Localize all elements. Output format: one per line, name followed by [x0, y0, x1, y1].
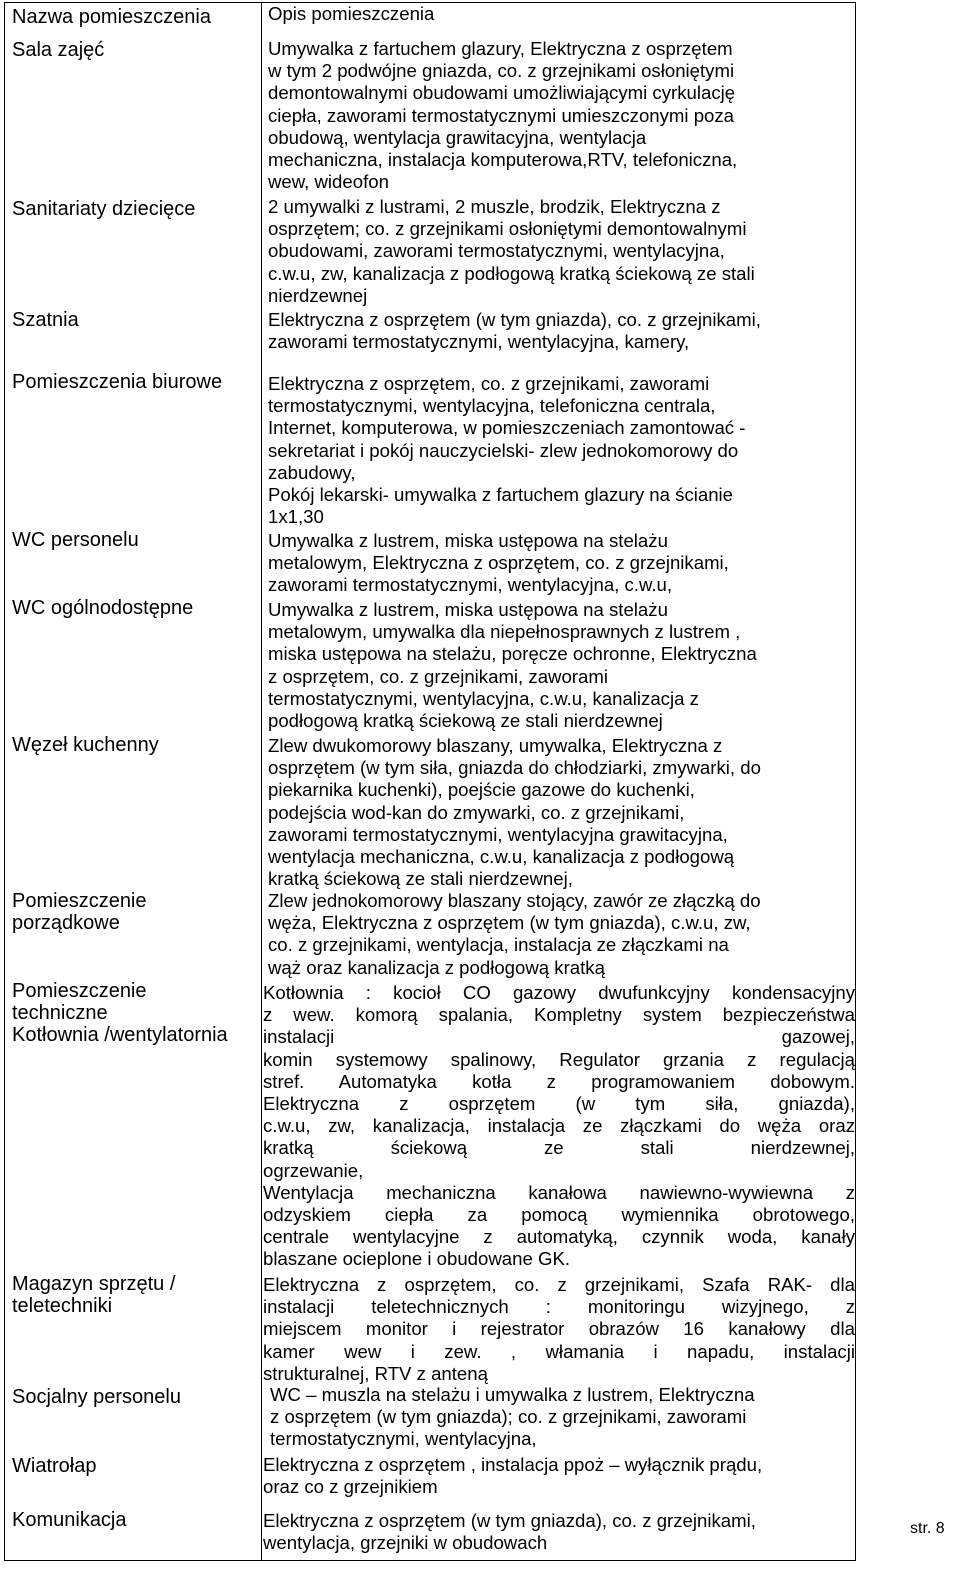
description-line: termostatycznymi, wentylacyjna, c.w.u, kanalizacja z	[268, 687, 699, 709]
description-line: Elektryczna z osprzętem, co. z grzejnikami, zaworami	[268, 373, 710, 394]
description-line: kratką ściekową ze stali nierdzewnej,	[263, 1137, 855, 1159]
description-line: c.w.u, zw, kanalizacja, instalacja ze złączkami do węża oraz	[263, 1115, 855, 1137]
description-line: w tym 2 podwójne gniazda, co. z grzejnikami osłoniętymi	[268, 60, 735, 82]
room-description-cell	[263, 1274, 855, 1385]
description-line: co. z grzejnikami, wentylacja, instalacja ze złączkami na	[268, 934, 729, 956]
room-name-line: Pomieszczenie	[12, 980, 147, 1002]
room-name-cell	[12, 1509, 257, 1531]
description-line: Umywalka z fartuchem glazury, Elektryczna z osprzętem	[268, 38, 733, 59]
page-number: str. 8	[910, 1520, 945, 1537]
room-description-cell	[268, 309, 854, 353]
description-line: c.w.u, zw, kanalizacja z podłogową kratką ściekową ze stali	[268, 262, 755, 284]
description-line: Opis pomieszczenia	[268, 3, 435, 24]
room-name-line: Węzeł kuchenny	[12, 734, 159, 756]
description-line: Zlew dwukomorowy blaszany, umywalka, Elektryczna z	[268, 735, 723, 756]
room-name-line: Kotłownia /wentylatornia	[12, 1024, 228, 1046]
room-name-line: Komunikacja	[12, 1509, 127, 1531]
description-line: mechaniczna, instalacja komputerowa,RTV, telefoniczna,	[268, 149, 738, 171]
description-line: Internet, komputerowa, w pomieszczeniach zamontować -	[268, 417, 746, 439]
description-line: metalowym, Elektryczna z osprzętem, co. z grzejnikami,	[268, 552, 729, 574]
room-description-cell	[268, 890, 854, 979]
description-line: wew, wideofon	[268, 171, 389, 193]
description-line: Umywalka z lustrem, miska ustępowa na stelażu	[268, 530, 668, 551]
description-line: wentylacja mechaniczna, c.w.u, kanalizacja z podłogową	[268, 846, 735, 868]
description-line: 1x1,30	[268, 506, 324, 528]
room-name-cell	[12, 890, 257, 934]
description-line: sekretariat i pokój nauczycielski- zlew jednokomorowy do	[268, 439, 739, 461]
room-name-line: teletechniki	[12, 1295, 113, 1317]
description-line: Elektryczna z osprzętem (w tym siła, gniazda),	[263, 1093, 855, 1115]
room-name-line: Pomieszczenie	[12, 890, 147, 912]
description-line: kratką ściekową ze stali nierdzewnej,	[268, 868, 573, 890]
room-name-line: Szatnia	[12, 309, 79, 331]
description-line: Elektryczna z osprzętem, co. z grzejnikami, Szafa RAK- dla	[263, 1274, 855, 1295]
description-line: metalowym, umywalka dla niepełnosprawnych z lustrem ,	[268, 621, 741, 643]
room-description-cell	[268, 735, 854, 890]
room-description-cell	[268, 196, 854, 307]
description-line: WC – muszla na stelażu i umywalka z lustrem, Elektryczna	[270, 1384, 755, 1405]
room-name-line: Sala zajęć	[12, 39, 105, 61]
description-line: podłogową kratką ściekową ze stali nierdzewnej	[268, 710, 663, 732]
room-name-line: WC ogólnodostępne	[12, 597, 194, 619]
room-name-cell	[12, 980, 257, 1046]
room-description-cell	[268, 530, 854, 597]
description-line: instalacji gazowej,	[263, 1026, 855, 1048]
description-line: węża, Elektryczna z osprzętem (w tym gniazda), c.w.u, zw,	[268, 912, 751, 934]
room-name-line: WC personelu	[12, 529, 139, 551]
description-line: Umywalka z lustrem, miska ustępowa na stelażu	[268, 599, 668, 620]
header-room-name	[12, 6, 257, 28]
room-name-cell	[12, 198, 257, 220]
room-description-cell	[268, 599, 854, 732]
description-line: wąż oraz kanalizacja z podłogową kratką	[268, 956, 605, 978]
room-name-line: porządkowe	[12, 912, 120, 934]
room-name-line: Pomieszczenia biurowe	[12, 371, 223, 393]
description-line: osprzętem; co. z grzejnikami osłoniętymi demontowalnymi	[268, 218, 747, 240]
description-line: 2 umywalki z lustrami, 2 muszle, brodzik, Elektryczna z	[268, 196, 721, 217]
description-line: komin systemowy spalinowy, Regulator grzania z regulacją	[263, 1048, 855, 1070]
description-line: obudową, wentylacja grawitacyjna, wentylacja	[268, 126, 647, 148]
header-room-description	[268, 3, 854, 25]
description-line: blaszane ocieplone i obudowane GK.	[263, 1248, 571, 1270]
description-line: ciepła, zaworami termostatycznymi umieszczonymi poza	[268, 104, 735, 126]
room-name-cell	[12, 39, 257, 61]
description-line: miska ustępowa na stelażu, poręcze ochronne, Elektryczna	[268, 643, 757, 665]
description-line: Kotłownia : kocioł CO gazowy dwufunkcyjny kondensacyjny	[263, 982, 855, 1003]
room-description-cell	[270, 1384, 856, 1451]
description-line: stref. Automatyka kotła z programowaniem dobowym.	[263, 1070, 855, 1092]
description-line: termostatycznymi, wentylacyjna,	[270, 1428, 537, 1450]
room-name-line: techniczne	[12, 1002, 108, 1024]
description-line: odzyskiem ciepła za pomocą wymiennika obrotowego,	[263, 1204, 855, 1226]
description-line: podejścia wod-kan do zmywarki, co. z grzejnikami,	[268, 801, 685, 823]
description-line: centrale wentylacyjne z automatyką, czynnik woda, kanały	[263, 1226, 855, 1248]
description-line: obudowami, zaworami termostatycznymi, wentylacyjna,	[268, 240, 725, 262]
description-line: demontowalnymi obudowami umożliwiającymi cyrkulację	[268, 82, 736, 104]
room-description-cell	[268, 373, 854, 528]
description-line: osprzętem (w tym siła, gniazda do chłodziarki, zmywarki, do	[268, 757, 761, 779]
room-name-line: Sanitariaty dziecięce	[12, 198, 196, 220]
description-line: ogrzewanie,	[263, 1159, 364, 1181]
room-name-cell	[12, 597, 257, 619]
room-name-cell	[12, 371, 257, 393]
description-line: Elektryczna z osprzętem (w tym gniazda), co. z grzejnikami,	[263, 1510, 756, 1531]
description-line: termostatycznymi, wentylacyjna, telefoniczna centrala,	[268, 395, 716, 417]
room-name-line: Magazyn sprzętu /	[12, 1273, 176, 1295]
description-line: wentylacja, grzejniki w obudowach	[263, 1532, 548, 1554]
room-name-line: Nazwa pomieszczenia	[12, 6, 211, 28]
column-divider	[261, 3, 262, 1560]
description-line: kamer wew i zew. , włamania i napadu, instalacji	[263, 1340, 855, 1362]
description-line: oraz co z grzejnikiem	[263, 1476, 438, 1498]
room-name-line: Wiatrołap	[12, 1455, 97, 1477]
room-name-line: Socjalny personelu	[12, 1386, 181, 1408]
description-line: Elektryczna z osprzętem (w tym gniazda), co. z grzejnikami,	[268, 309, 761, 330]
room-description-cell	[263, 982, 855, 1271]
description-line: Zlew jednokomorowy blaszany stojący, zawór ze złączką do	[268, 890, 761, 911]
description-line: z wew. komorą spalania, Kompletny system bezpieczeństwa	[263, 1004, 855, 1026]
description-line: Pokój lekarski- umywalka z fartuchem glazury na ścianie	[268, 484, 734, 506]
description-line: zabudowy,	[268, 461, 356, 483]
room-name-cell	[12, 1386, 257, 1408]
room-description-table	[4, 2, 856, 1561]
description-line: z osprzętem (w tym gniazda); co. z grzejnikami, zaworami	[270, 1406, 747, 1428]
description-line: zaworami termostatycznymi, wentylacyjna, kamery,	[268, 331, 690, 353]
description-line: strukturalnej, RTV z anteną	[263, 1362, 488, 1384]
room-name-cell	[12, 1273, 257, 1317]
room-name-cell	[12, 529, 257, 551]
room-description-cell	[263, 1510, 855, 1554]
room-name-cell	[12, 1455, 257, 1477]
room-name-cell	[12, 309, 257, 331]
description-line: zaworami termostatycznymi, wentylacyjna grawitacyjna,	[268, 823, 728, 845]
description-line: nierdzewnej	[268, 284, 368, 306]
description-line: instalacji teletechnicznych : monitoringu wizyjnego, z	[263, 1296, 855, 1318]
description-line: z osprzętem, co. z grzejnikami, zaworami	[268, 665, 608, 687]
description-line: Elektryczna z osprzętem , instalacja ppoż – wyłącznik prądu,	[263, 1454, 763, 1475]
description-line: piekarnika kuchenki), poejście gazowe do kuchenki,	[268, 779, 695, 801]
description-line: Wentylacja mechaniczna kanałowa nawiewno-wywiewna z	[263, 1181, 855, 1203]
room-description-cell	[263, 1454, 855, 1498]
description-line: miejscem monitor i rejestrator obrazów 16 kanałowy dla	[263, 1318, 855, 1340]
room-description-cell	[268, 38, 854, 193]
description-line: zaworami termostatycznymi, wentylacyjna, c.w.u,	[268, 574, 673, 596]
room-name-cell	[12, 734, 257, 756]
